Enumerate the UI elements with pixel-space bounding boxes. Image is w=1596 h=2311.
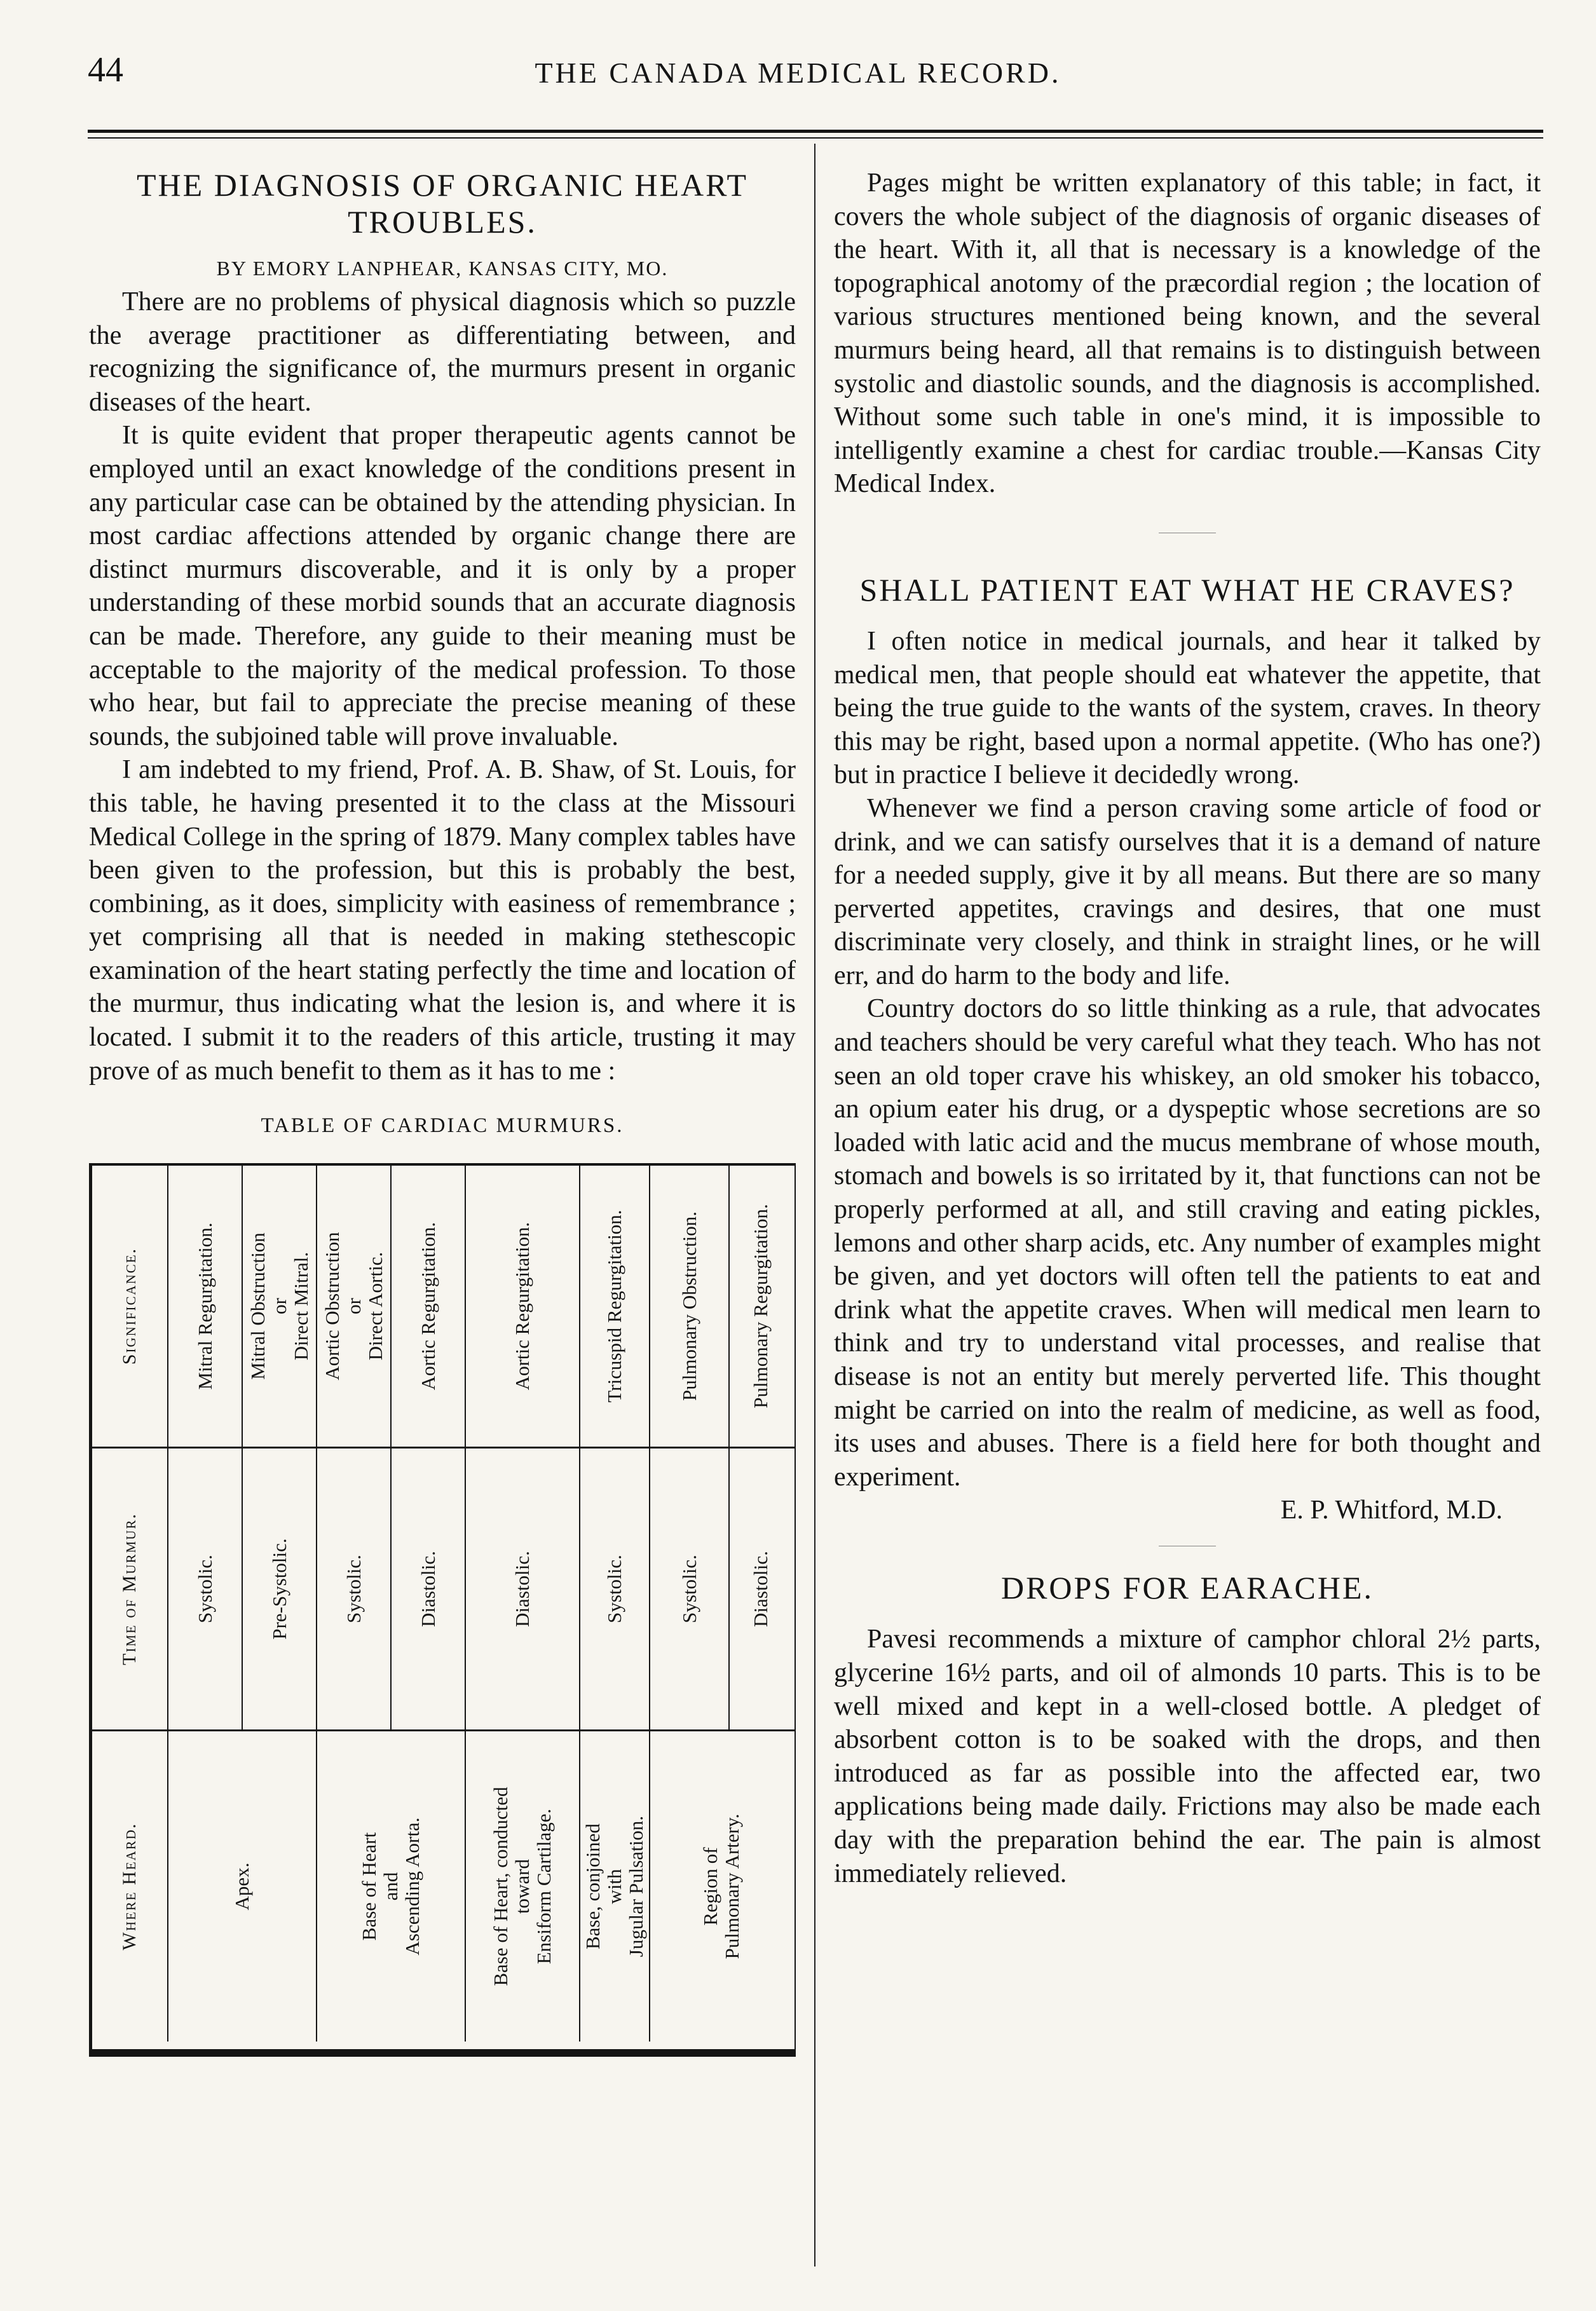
- right-column: [834, 167, 1541, 1890]
- table-cell: Base, conjoined with Jugular Pulsation.: [579, 1731, 649, 2042]
- row-header: Significance.: [119, 1248, 140, 1365]
- cardiac-murmurs-table: [89, 1163, 796, 2057]
- row-header: Where Heard.: [119, 1822, 140, 1951]
- table-cell: Region of Pulmonary Artery.: [649, 1731, 792, 2042]
- table-cell: Pulmonary Obstruction.: [649, 1166, 728, 1447]
- table-cell: Mitral Obstruction or Direct Mitral.: [242, 1166, 316, 1447]
- table-cell: Systolic.: [649, 1449, 728, 1729]
- paragraph: It is quite evident that proper therapeutic agents cannot be employed until an exact knowledge of the conditions present in any particular case can be obtained by the attending physician. In most cardiac affections attended by organic change there are distinct murmurs discoverable, and it is only by a proper understanding of these morbid sounds that an accurate diagnosis can be made. Therefore, any guide to their meaning must be acceptable to the majority of the medical profession. To those who hear, but fail to appreciate the precise meaning of these sounds, the subjoined table will prove invaluable.: [89, 421, 796, 751]
- table-cell: Base of Heart and Ascending Aorta.: [316, 1731, 465, 2042]
- table-cell: Apex.: [167, 1731, 316, 2042]
- header-rule-thick: [88, 130, 1543, 133]
- signature: E. P. Whitford, M.D.: [1280, 1496, 1503, 1525]
- table-row-significance: [92, 1166, 795, 1449]
- row-header: Time of Murmur.: [119, 1513, 140, 1666]
- article-title-heart: THE DIAGNOSIS OF ORGANIC HEART TROUBLES.: [137, 167, 748, 240]
- table-cell: Base of Heart, conducted toward Ensiform Cartilage.: [465, 1731, 579, 2042]
- table-cell: Diastolic.: [390, 1449, 465, 1729]
- table-cell: Systolic.: [167, 1449, 242, 1729]
- paragraph: I often notice in medical journals, and hear it talked by medical men, that people should eat whatever the appetite, that being the true guide to the wants of the system, craves. In theory this may be right, based upon a normal appetite. (Who has one?) but in practice I believe it decidedly wrong.: [834, 626, 1541, 790]
- page-number: 44: [88, 50, 123, 90]
- paragraph: I am indebted to my friend, Prof. A. B. Shaw, of St. Louis, for this table, he having presented it to the class at the Missouri Medical College in the spring of 1879. Many complex tables have been given to the profession, but this is probably the best, combining, as it does, simplicity with easiness of remembrance ; yet comprising all that is needed in making stethescopic examination of the heart stating perfectly the time and location of the murmur, thus indicating what the lesion is, and where it is located. I submit it to the readers of this article, trusting it may prove of as much benefit to them as it has to me :: [89, 755, 796, 1086]
- left-column: [89, 167, 796, 2057]
- column-divider: [814, 144, 815, 2267]
- header-rule-thin: [88, 137, 1543, 139]
- article-title-earache: DROPS FOR EARACHE.: [1000, 1570, 1374, 1606]
- table-cell: Diastolic.: [465, 1449, 579, 1729]
- table-title: TABLE OF CARDIAC MURMURS.: [261, 1114, 624, 1138]
- table-cell: Tricuspid Regurgitation.: [579, 1166, 649, 1447]
- table-row-time: [92, 1449, 795, 1731]
- table-cell: Pre-Systolic.: [242, 1449, 316, 1729]
- running-head: THE CANADA MEDICAL RECORD.: [535, 57, 1061, 89]
- table-cell: Mitral Regurgitation.: [167, 1166, 242, 1447]
- table-cell: Pulmonary Regurgitation.: [728, 1166, 792, 1447]
- table-cell: Diastolic.: [728, 1449, 792, 1729]
- paragraph: Pages might be written explanatory of this table; in fact, it covers the whole subject of the diagnosis of organic diseases of the heart. With it, all that is necessary is a knowledge of the topographical anotomy of the præcordial region ; the location of various structures mentioned being known, and the several murmurs being heard, all that remains is to distinguish between systolic and diastolic sounds, and the diagnosis is accomplished. Without some such table in one's mind, it is impossible to intelligently examine a chest for cardiac trouble.—Kansas City Medical Index.: [834, 168, 1541, 499]
- paragraph: Country doctors do so little thinking as a rule, that advocates and teachers should be very careful what they teach. Who has not seen an old toper crave his whiskey, an old smoker his tobacco, an opium eater his drug, or a dyspeptic whose secretions are so loaded with latic acid and the mucus membrane of whose mouth, stomach and bowels is so irritated by it, that functions can not be properly performed at all, and still craving and eating pickles, lemons and other sharp acids, etc. Any number of examples might be given, and yet doctors will often tell the patients to eat and drink what the appetite craves. When will medical men learn to think and try to understand vital processes, and realise that disease is not an entity but merely perverted life. This thought might be carried on into the realm of medicine, as well as food, its uses and abuses. There is a field here for both thought and experiment.: [834, 994, 1541, 1492]
- table-cell: Aortic Obstruction or Direct Aortic.: [316, 1166, 390, 1447]
- table-cell: Systolic.: [316, 1449, 390, 1729]
- byline: BY EMORY LANPHEAR, KANSAS CITY, MO.: [216, 257, 669, 280]
- article-title-craves: SHALL PATIENT EAT WHAT HE CRAVES?: [859, 571, 1515, 608]
- paragraph: Whenever we find a person craving some article of food or drink, and we can satisfy ourselves that it is a demand of nature for a needed supply, give it by all means. But there are so many perverted appetites, cravings and desires, that one must discriminate very closely, and think in straight lines, or he will err, and do harm to the body and life.: [834, 793, 1541, 990]
- paragraph: There are no problems of physical diagnosis which so puzzle the average practitioner as differentiating between, and recognizing the significance of, the murmurs present in organic diseases of the heart.: [89, 287, 796, 417]
- table-cell: Aortic Regurgitation.: [390, 1166, 465, 1447]
- table-row-where: [92, 1731, 795, 2042]
- paragraph: Pavesi recommends a mixture of camphor chloral 2½ parts, glycerine 16½ parts, and oil of almonds 10 parts. This is to be well mixed and kept in a well-closed bottle. A pledget of absorbent cotton is to be soaked with the drops, and then introduced as far as possible into the affected ear, two applications being made daily. Frictions may also be made each day with the preparation behind the ear. The pain is almost immediately relieved.: [834, 1625, 1541, 1888]
- table-cell: Aortic Regurgitation.: [465, 1166, 579, 1447]
- table-cell: Systolic.: [579, 1449, 649, 1729]
